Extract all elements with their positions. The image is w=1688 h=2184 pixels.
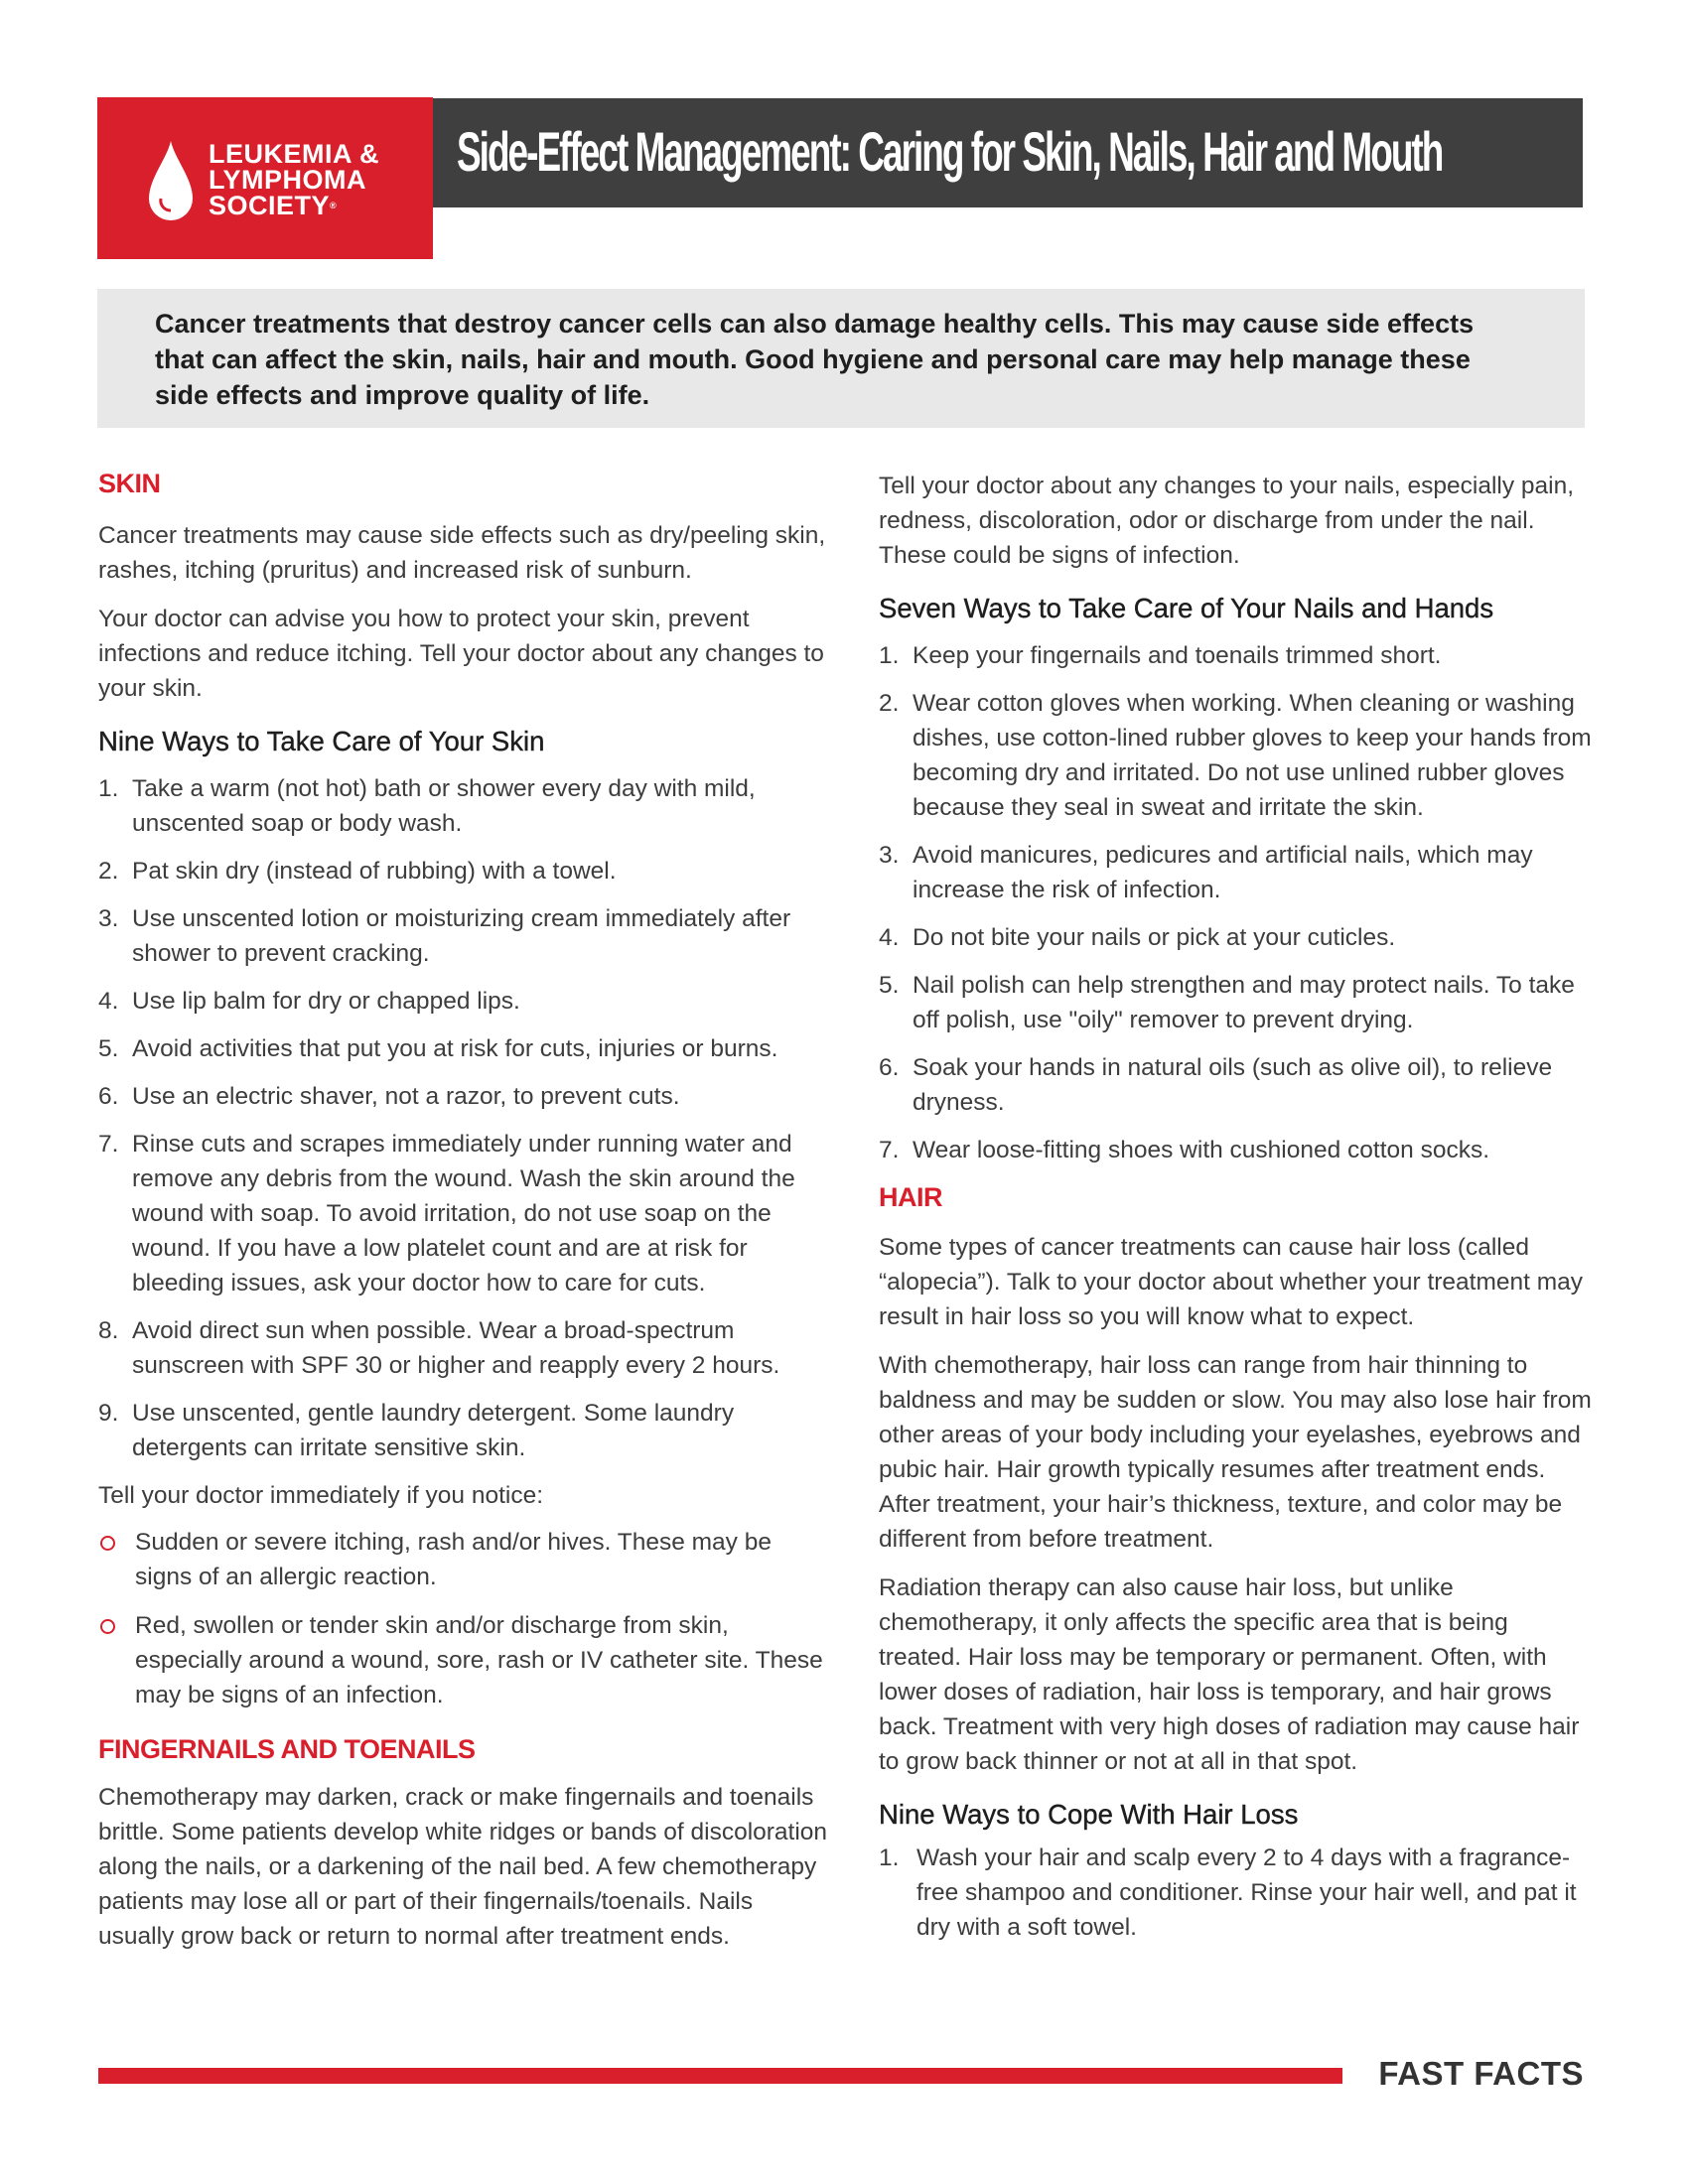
skin-paragraph-2: Your doctor can advise you how to protect your skin, prevent infections and reduce itching. Tell your doctor about any changes to your skin. (98, 606, 824, 702)
footer-rule (98, 2068, 1342, 2084)
registered-mark: ® (330, 201, 338, 210)
list-item: 9. Use unscented, gentle laundry detergent. Some laundry detergents can irritate sensitive skin. (98, 1400, 735, 1461)
bullet-circle-icon (100, 1536, 115, 1551)
intro-box (97, 289, 1585, 428)
logo-line-3: SOCIETY (209, 191, 331, 220)
blood-drop-icon (147, 139, 195, 224)
list-item: 5. Nail polish can help strengthen and may protect nails. To take off polish, use "oily" remover to prevent drying. (879, 972, 1575, 1033)
skin-care-list (98, 771, 828, 1465)
list-item: 4. Use lip balm for dry or chapped lips. (98, 988, 520, 1015)
list-item: 6. Soak your hands in natural oils (such as olive oil), to relieve dryness. (879, 1054, 1553, 1116)
warning-signs-list (98, 1525, 828, 1712)
hair-paragraph-3: Radiation therapy can also cause hair loss, but unlike chemotherapy, it only affects the specific area that is being treated. Hair loss may be temporary or permanent. Often, with lower doses of radiation, hair loss is temporary, and hair grows back. Treatment with very high doses of radiation may cause hair to grow back thinner or not at all in that spot. (879, 1574, 1580, 1775)
footer-label: FAST FACTS (1378, 2055, 1584, 2092)
intro-text: Cancer treatments that destroy cancer cells can also damage healthy cells. This may cause side effects that can affect the skin, nails, hair and mouth. Good hygiene and personal care may help manage these side effects and improve quality of life. (155, 309, 1475, 410)
left-column (98, 467, 828, 1954)
skin-care-subheading: Nine Ways to Take Care of Your Skin (98, 726, 545, 756)
list-item: 5. Avoid activities that put you at risk for cuts, injuries or burns. (98, 1035, 778, 1062)
list-item: 2. Pat skin dry (instead of rubbing) with a towel. (98, 858, 617, 885)
list-item: 1. Take a warm (not hot) bath or shower every day with mild, unscented soap or body wash. (98, 775, 756, 837)
hair-heading: HAIR (879, 1182, 942, 1212)
list-item: 7. Rinse cuts and scrapes immediately under running water and remove any debris from the wound. Wash the skin around the wound with soap. To avoid irritation, do not use soap on the wound. If you have a low platelet count and are at risk for bleeding issues, ask your doctor how to care for cuts. (98, 1131, 795, 1297)
list-item: 6. Use an electric shaver, not a razor, to prevent cuts. (98, 1083, 680, 1110)
list-item: Sudden or severe itching, rash and/or hives. These may be signs of an allergic reaction. (98, 1525, 828, 1594)
nails-paragraph-1: Chemotherapy may darken, crack or make fingernails and toenails brittle. Some patients develop white ridges or bands of discoloration along the nails, or a darkening of the nail bed. A few chemotherapy patients may lose all or part of their fingernails/toenails. Nails usually grow back or return to normal after treatment ends. (98, 1784, 828, 1950)
list-item: Red, swollen or tender skin and/or discharge from skin, especially around a wound, sore, rash or IV catheter site. These may be signs of an infection. (98, 1608, 828, 1712)
list-item: 1. Wash your hair and scalp every 2 to 4 days with a fragrance-free shampoo and conditioner. Rinse your hair well, and pat it dry with a soft towel. (879, 1844, 1577, 1941)
hair-paragraph-1: Some types of cancer treatments can cause hair loss (called “alopecia”). Talk to your doctor about whether your treatment may result in hair loss so you will know what to expect. (879, 1234, 1584, 1330)
notice-intro: Tell your doctor immediately if you notice: (98, 1482, 543, 1509)
list-item: 1. Keep your fingernails and toenails trimmed short. (879, 642, 1442, 669)
list-item: 3. Use unscented lotion or moisturizing cream immediately after shower to prevent cracking. (98, 905, 791, 967)
skin-heading: SKIN (98, 469, 161, 498)
list-item: 2. Wear cotton gloves when working. When cleaning or washing dishes, use cotton-lined rubber gloves to keep your hands from becoming dry and irritated. Do not use unlined rubber gloves because they seal in sweat and irritate the skin. (879, 690, 1592, 821)
hair-loss-list (879, 1841, 1594, 1945)
list-item: 8. Avoid direct sun when possible. Wear a broad-spectrum sunscreen with SPF 30 or higher and reapply every 2 hours. (98, 1317, 780, 1379)
list-item: 7. Wear loose-fitting shoes with cushioned cotton socks. (879, 1137, 1490, 1163)
nails-heading: FINGERNAILS AND TOENAILS (98, 1734, 476, 1764)
hair-paragraph-2: With chemotherapy, hair loss can range from hair thinning to baldness and may be sudden or slow. You may also lose hair from other areas of your body including your eyelashes, eyebrows and pubic hair. Hair growth typically resumes after treatment ends. After treatment, your hair’s thickness, texture, and color may be different from before treatment. (879, 1352, 1592, 1553)
nails-paragraph-2: Tell your doctor about any changes to your nails, especially pain, redness, discoloration, odor or discharge from under the nail. These could be signs of infection. (879, 473, 1575, 569)
title-bar (433, 98, 1583, 207)
logo-line-2: LYMPHOMA (209, 165, 367, 195)
hair-loss-subheading: Nine Ways to Cope With Hair Loss (879, 1799, 1299, 1830)
page-title: Side-Effect Management: Caring for Skin, Nails, Hair and Mouth (457, 120, 1443, 183)
list-item: 3. Avoid manicures, pedicures and artificial nails, which may increase the risk of infection. (879, 842, 1533, 903)
bullet-circle-icon (100, 1619, 115, 1634)
right-column (879, 469, 1594, 1958)
logo-wordmark (209, 141, 379, 218)
logo-line-1: LEUKEMIA & (209, 139, 379, 169)
nails-care-subheading: Seven Ways to Take Care of Your Nails and Hands (879, 593, 1494, 623)
list-item: 4. Do not bite your nails or pick at your cuticles. (879, 924, 1396, 951)
nails-care-list (879, 638, 1594, 1167)
skin-paragraph-1: Cancer treatments may cause side effects such as dry/peeling skin, rashes, itching (pruritus) and increased risk of sunburn. (98, 522, 826, 584)
